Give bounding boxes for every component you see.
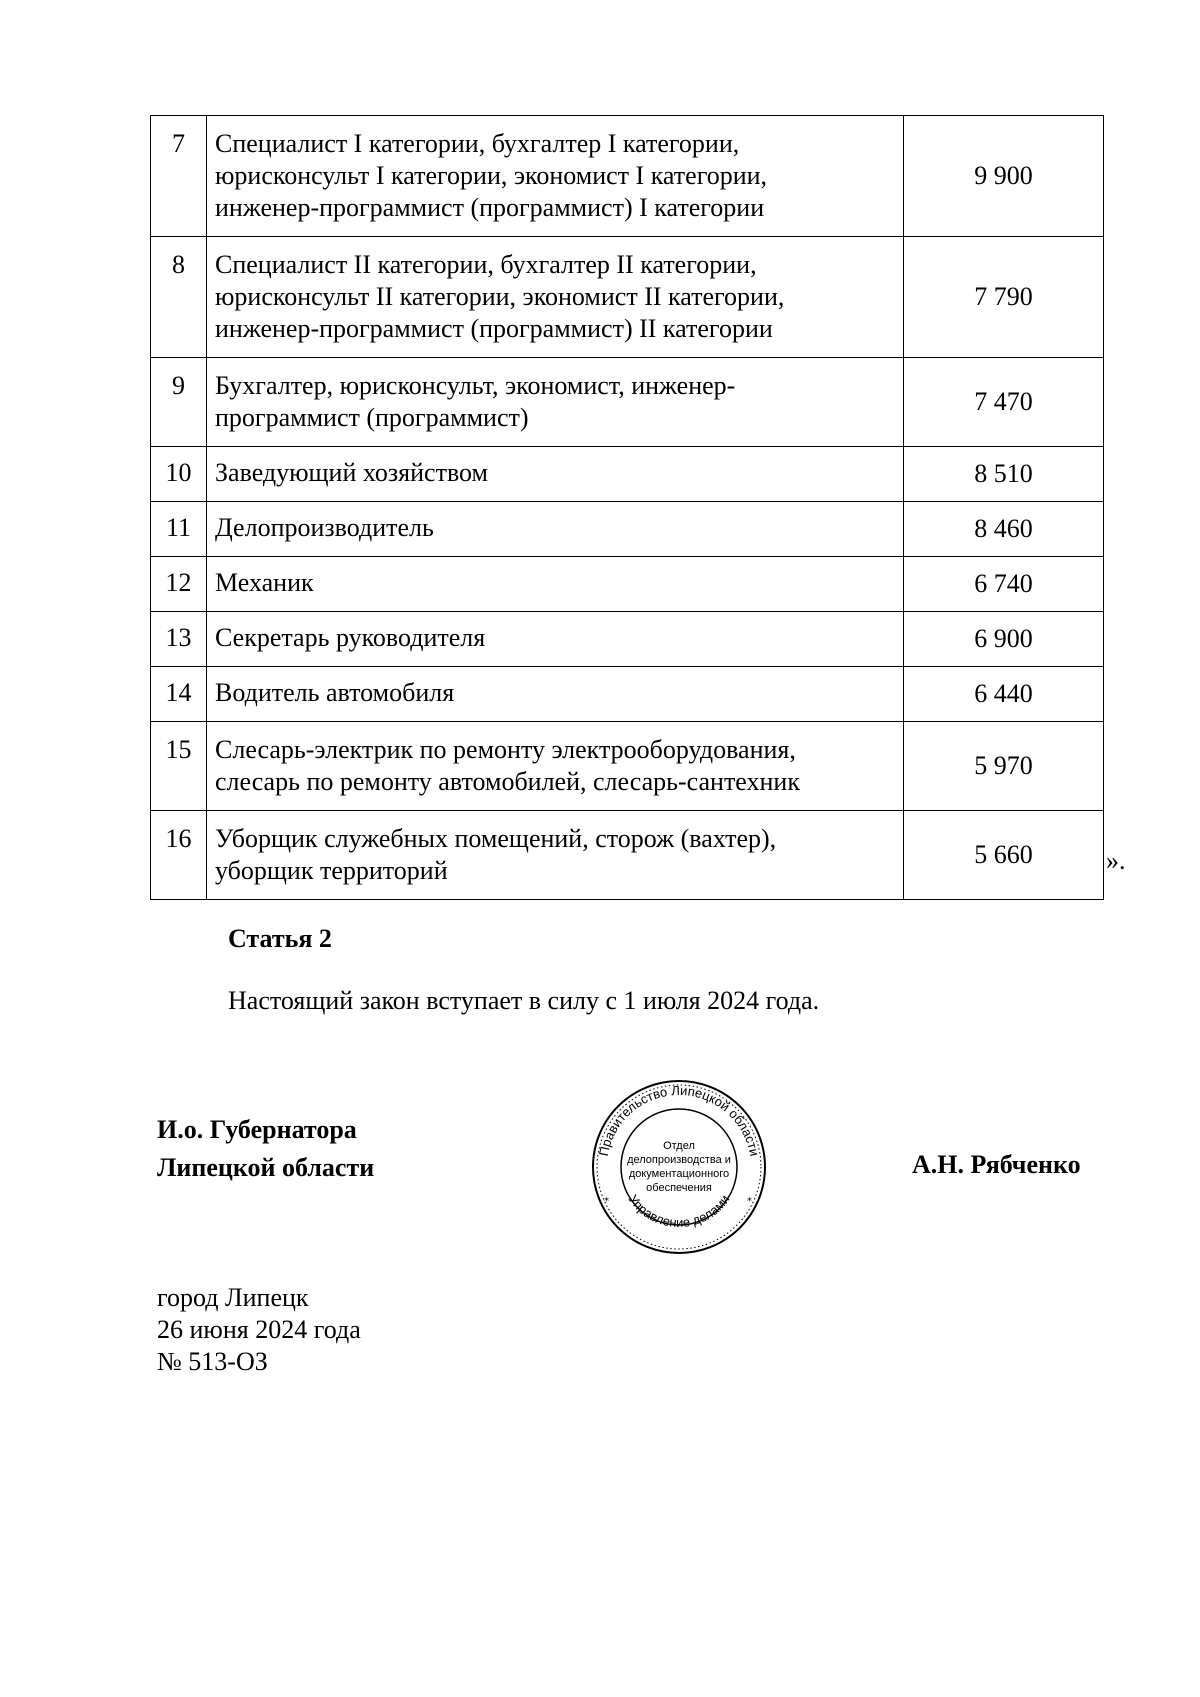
position-name bbox=[207, 811, 904, 900]
signer-title bbox=[157, 1111, 374, 1187]
table-row bbox=[151, 237, 1104, 358]
position-name-line: уборщик территорий bbox=[215, 856, 448, 885]
footer-number: № 513-ОЗ bbox=[157, 1347, 268, 1376]
position-name-line: Делопроизводитель bbox=[215, 513, 434, 542]
position-name-line: Слесарь-электрик по ремонту электрооборудования, bbox=[215, 735, 796, 764]
position-name-line: Уборщик служебных помещений, сторож (вахтер), bbox=[215, 824, 777, 853]
closing-quote: ». bbox=[1106, 846, 1126, 875]
document-footer bbox=[157, 1282, 361, 1378]
row-number: 7 bbox=[151, 116, 207, 237]
salary-table bbox=[150, 115, 1104, 900]
footer-date: 26 июня 2024 года bbox=[157, 1315, 361, 1344]
seal-outer-top-text: Правительство Липецкой области bbox=[595, 1082, 763, 1158]
seal-center-line4: обеспечения bbox=[646, 1182, 712, 1194]
position-name-line: Секретарь руководителя bbox=[215, 623, 486, 652]
salary-value: 5 660 bbox=[904, 811, 1104, 900]
row-number: 14 bbox=[151, 667, 207, 722]
salary-value: 6 900 bbox=[904, 612, 1104, 667]
row-number: 13 bbox=[151, 612, 207, 667]
salary-table-body bbox=[151, 116, 1104, 900]
row-number: 12 bbox=[151, 557, 207, 612]
position-name-line: Специалист II категории, бухгалтер II категории, bbox=[215, 250, 757, 279]
position-name bbox=[207, 447, 904, 502]
table-row bbox=[151, 358, 1104, 447]
seal-center-text bbox=[590, 1078, 768, 1256]
official-seal bbox=[590, 1078, 768, 1256]
position-name-line: инженер-программист (программист) II категории bbox=[215, 314, 773, 343]
salary-value: 7 470 bbox=[904, 358, 1104, 447]
table-row bbox=[151, 116, 1104, 237]
row-number: 9 bbox=[151, 358, 207, 447]
table-row bbox=[151, 502, 1104, 557]
position-name bbox=[207, 502, 904, 557]
table-row bbox=[151, 667, 1104, 722]
position-name-line: Специалист I категории, бухгалтер I категории, bbox=[215, 129, 740, 158]
signer-title-line1: И.о. Губернатора bbox=[157, 1115, 357, 1144]
table-row bbox=[151, 811, 1104, 900]
salary-value: 6 440 bbox=[904, 667, 1104, 722]
salary-value: 5 970 bbox=[904, 722, 1104, 811]
article-text: Настоящий закон вступает в силу с 1 июля 2024 года. bbox=[228, 986, 820, 1015]
table-row bbox=[151, 612, 1104, 667]
salary-value: 9 900 bbox=[904, 116, 1104, 237]
position-name-line: программист (программист) bbox=[215, 403, 529, 432]
position-name bbox=[207, 358, 904, 447]
footer-city: город Липецк bbox=[157, 1283, 309, 1312]
signer-title-line2: Липецкой области bbox=[157, 1153, 375, 1182]
position-name-line: юрисконсульт I категории, экономист I категории, bbox=[215, 161, 768, 190]
position-name-line: юрисконсульт II категории, экономист II категории, bbox=[215, 282, 785, 311]
signer-name: А.Н. Рябченко bbox=[912, 1150, 1081, 1179]
salary-value: 6 740 bbox=[904, 557, 1104, 612]
seal-center-line1: Отдел bbox=[663, 1140, 695, 1152]
position-name bbox=[207, 667, 904, 722]
salary-value: 8 460 bbox=[904, 502, 1104, 557]
seal-outer-bottom-text: Управление делами bbox=[625, 1191, 733, 1231]
position-name bbox=[207, 612, 904, 667]
row-number: 11 bbox=[151, 502, 207, 557]
table-row bbox=[151, 447, 1104, 502]
position-name-line: Механик bbox=[215, 568, 314, 597]
position-name-line: Водитель автомобиля bbox=[215, 678, 455, 707]
row-number: 8 bbox=[151, 237, 207, 358]
position-name bbox=[207, 237, 904, 358]
position-name-line: Бухгалтер, юрисконсульт, экономист, инженер- bbox=[215, 371, 736, 400]
salary-value: 7 790 bbox=[904, 237, 1104, 358]
salary-value: 8 510 bbox=[904, 447, 1104, 502]
position-name bbox=[207, 116, 904, 237]
table-row bbox=[151, 722, 1104, 811]
seal-center-line2: делопроизводства и bbox=[627, 1154, 731, 1166]
row-number: 15 bbox=[151, 722, 207, 811]
table-row bbox=[151, 557, 1104, 612]
article-heading: Статья 2 bbox=[228, 924, 332, 953]
position-name-line: Заведующий хозяйством bbox=[215, 458, 488, 487]
seal-star-left-icon: * bbox=[604, 1196, 609, 1207]
position-name bbox=[207, 557, 904, 612]
position-name bbox=[207, 722, 904, 811]
seal-center-line3: документационного bbox=[628, 1168, 730, 1180]
seal-star-right-icon: * bbox=[747, 1196, 752, 1207]
position-name-line: слесарь по ремонту автомобилей, слесарь-сантехник bbox=[215, 767, 800, 796]
position-name-line: инженер-программист (программист) I категории bbox=[215, 193, 765, 222]
row-number: 10 bbox=[151, 447, 207, 502]
row-number: 16 bbox=[151, 811, 207, 900]
